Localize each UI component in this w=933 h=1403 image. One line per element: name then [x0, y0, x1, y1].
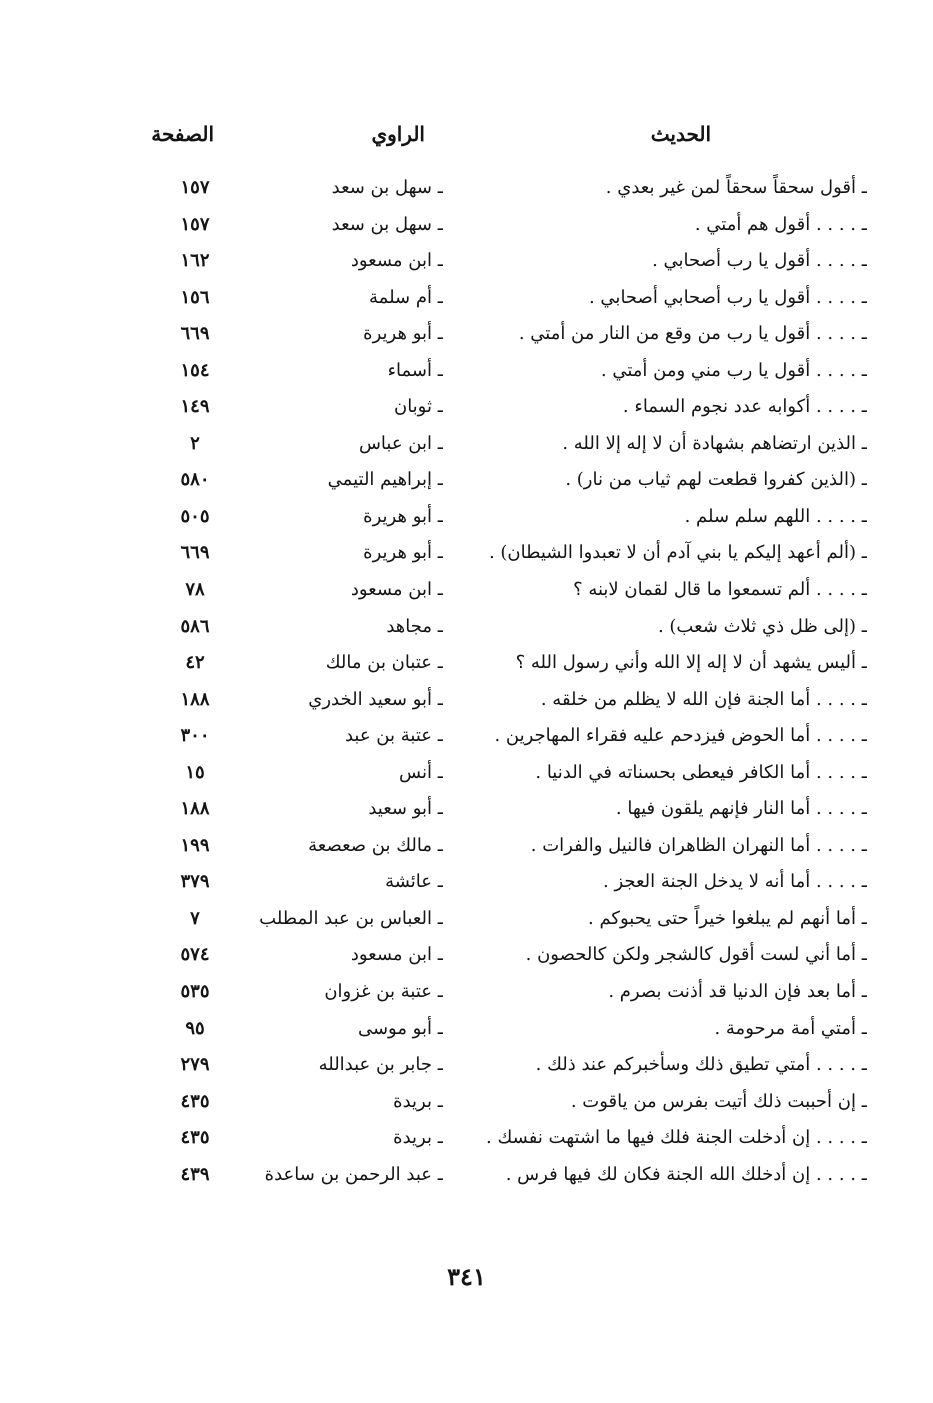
hadith-text: ـ . . . . ألم تسمعوا ما قال لقمان لابنه ؟: [573, 579, 867, 601]
table-row: [0, 937, 933, 974]
table-row: [0, 864, 933, 901]
narrator-name: ـ ابن مسعود: [350, 944, 443, 966]
table-row: [0, 353, 933, 390]
narrator-name: ـ أنس: [399, 761, 443, 783]
page-ref: ٢٧٩: [180, 1054, 210, 1076]
table-row: [0, 901, 933, 938]
narrator-name: ـ سهل بن سعد: [331, 213, 443, 235]
table-row: [0, 243, 933, 280]
page-ref: ١٩٩: [180, 834, 210, 856]
header-page: الصفحة: [151, 122, 214, 146]
table-row: [0, 316, 933, 353]
page-ref: ١٥: [185, 761, 205, 783]
page-ref: ١٥٧: [180, 177, 210, 198]
narrator-name: ـ أبو هريرة: [363, 323, 443, 345]
narrator-name: ـ أبو هريرة: [363, 505, 443, 527]
narrator-name: ـ عبد الرحمن بن ساعدة: [264, 1163, 443, 1185]
page-ref: ١٥٧: [180, 213, 210, 235]
hadith-text: ـ . . . . أكوابه عدد نجوم السماء .: [622, 396, 867, 418]
page-ref: ٦٦٩: [180, 323, 210, 345]
page-ref: ٩٥: [185, 1017, 205, 1039]
table-header: [0, 122, 933, 162]
narrator-name: ـ ابن مسعود: [350, 250, 443, 272]
table-row: [0, 535, 933, 572]
narrator-name: ـ بريدة: [393, 1127, 443, 1149]
hadith-text: ـ . . . . أقول هم أمتي .: [694, 213, 867, 235]
narrator-name: ـ إبراهيم التيمي: [327, 469, 443, 491]
hadith-text: ـ . . . . أقول يا رب أصحابي .: [652, 250, 867, 272]
narrator-name: ـ سهل بن سعد: [331, 177, 443, 198]
narrator-name: ـ عائشة: [385, 871, 443, 893]
table-row: [0, 280, 933, 317]
narrator-name: ـ عتبة بن غزوان: [324, 981, 443, 1003]
narrator-name: ـ مجاهد: [386, 615, 443, 637]
hadith-text: ـ أليس يشهد أن لا إله إلا الله وأني رسول الله ؟: [515, 652, 867, 674]
table-row: [0, 389, 933, 426]
hadith-text: ـ (إلى ظل ذي ثلاث شعب) .: [657, 615, 867, 637]
table-row: [0, 572, 933, 609]
narrator-name: ـ عتبة بن عبد: [344, 725, 443, 747]
narrator-name: ـ أسماء: [387, 359, 443, 381]
page-ref: ٤٣٥: [180, 1127, 210, 1149]
narrator-name: ـ أبو سعيد: [368, 798, 443, 820]
hadith-text: ـ . . . . اللهم سلم سلم .: [684, 505, 867, 527]
hadith-text: ـ . . . . إن أدخلك الله الجنة فكان لك فيها فرس .: [505, 1163, 867, 1185]
hadith-text: ـ . . . . أما أنه لا يدخل الجنة العجز .: [603, 871, 867, 893]
header-hadith: الحديث: [650, 122, 711, 146]
hadith-text: ـ . . . . أما النار فإنهم يلقون فيها .: [615, 798, 867, 820]
narrator-name: ـ بريدة: [393, 1090, 443, 1112]
hadith-text: ـ . . . . أما النهران الظاهران فالنيل والفرات .: [530, 834, 867, 856]
hadith-text: ـ الذين ارتضاهم بشهادة أن لا إله إلا الله .: [562, 432, 867, 454]
page-ref: ١٥٦: [180, 286, 210, 308]
page-number: ٣٤١: [447, 1262, 486, 1291]
narrator-name: ـ ثوبان: [393, 396, 443, 418]
table-row: [0, 1157, 933, 1194]
table-row: [0, 682, 933, 719]
table-row: [0, 1084, 933, 1121]
table-row: [0, 499, 933, 536]
page-ref: ٤٣٩: [180, 1163, 210, 1185]
table-row: [0, 170, 933, 207]
table-row: [0, 207, 933, 244]
narrator-name: ـ ابن مسعود: [350, 579, 443, 601]
page-ref: ١٨٨: [180, 688, 210, 710]
narrator-name: ـ عتبان بن مالك: [325, 652, 443, 674]
narrator-name: ـ جابر بن عبدالله: [318, 1054, 443, 1076]
page-ref: ٣٧٩: [180, 871, 210, 893]
narrator-name: ـ أبو هريرة: [363, 542, 443, 564]
page-ref: ٥٣٥: [180, 981, 210, 1003]
page-ref: ٤٢: [185, 652, 205, 674]
hadith-text: ـ . . . . أما الجنة فإن الله لا يظلم من خلقه .: [540, 688, 867, 710]
hadith-text: ـ (الذين كفروا قطعت لهم ثياب من نار) .: [565, 469, 867, 491]
header-rawi: الراوي: [371, 122, 425, 146]
page-ref: ١٥٤: [180, 359, 210, 381]
hadith-text: ـ . . . . أما الحوض فيزدحم عليه فقراء المهاجرين .: [494, 725, 867, 747]
table-row: [0, 609, 933, 646]
table-row: [0, 1120, 933, 1157]
page-ref: ٥٨٦: [180, 615, 210, 637]
hadith-text: ـ . . . . أقول يا رب مني ومن أمتي .: [600, 359, 867, 381]
page-ref: ٥٨٠: [180, 469, 210, 491]
page-ref: ١٨٨: [180, 798, 210, 820]
hadith-text: ـ أقول سحقاً سحقاً لمن غير بعدي .: [605, 177, 867, 198]
narrator-name: ـ أم سلمة: [369, 286, 443, 308]
hadith-text: ـ أما بعد فإن الدنيا قد أذنت بصرم .: [608, 981, 867, 1003]
hadith-text: ـ . . . . أما الكافر فيعطى بحسناته في الدنيا .: [535, 761, 867, 783]
page-ref: ٧٨: [185, 579, 205, 601]
hadith-text: ـ . . . . إن أدخلت الجنة فلك فيها ما اشتهت نفسك .: [486, 1127, 867, 1149]
table-row: [0, 462, 933, 499]
page-ref: ٥٧٤: [180, 944, 210, 966]
table-row: [0, 791, 933, 828]
hadith-text: ـ إن أحببت ذلك أتيت بفرس من ياقوت .: [570, 1090, 867, 1112]
table-row: [0, 828, 933, 865]
table-row: [0, 1047, 933, 1084]
hadith-index-table: [0, 170, 933, 1193]
narrator-name: ـ ابن عباس: [358, 432, 443, 454]
table-row: [0, 974, 933, 1011]
page-ref: ٦٦٩: [180, 542, 210, 564]
table-row: [0, 1011, 933, 1048]
hadith-text: ـ . . . . أقول يا رب من وقع من النار من أمتي .: [518, 323, 867, 345]
table-row: [0, 755, 933, 792]
page-ref: ١٤٩: [180, 396, 210, 418]
table-row: [0, 426, 933, 463]
table-row: [0, 718, 933, 755]
hadith-text: ـ أمتي أمة مرحومة .: [714, 1017, 867, 1039]
hadith-text: ـ . . . . أقول يا رب أصحابي أصحابي .: [588, 286, 867, 308]
narrator-name: ـ العباس بن عبد المطلب: [259, 907, 443, 929]
hadith-text: ـ أما أنهم لم يبلغوا خيراً حتى يحبوكم .: [588, 907, 867, 929]
hadith-text: ـ أما أني لست أقول كالشجر ولكن كالحصون .: [525, 944, 867, 966]
page-ref: ١٦٢: [180, 250, 210, 272]
hadith-text: ـ (ألم أعهد إليكم يا بني آدم أن لا تعبدوا الشيطان) .: [488, 542, 867, 564]
page-ref: ٣٠٠: [180, 725, 210, 747]
narrator-name: ـ أبو سعيد الخدري: [308, 688, 443, 710]
narrator-name: ـ أبو موسى: [357, 1017, 443, 1039]
page-ref: ٤٣٥: [180, 1090, 210, 1112]
table-row: [0, 645, 933, 682]
narrator-name: ـ مالك بن صعصعة: [308, 834, 443, 856]
page-ref: ٧: [190, 907, 200, 929]
page-ref: ٥٠٥: [180, 505, 210, 527]
hadith-text: ـ . . . . أمتي تطيق ذلك وسأخبركم عند ذلك .: [535, 1054, 867, 1076]
page-ref: ٢: [190, 432, 200, 454]
